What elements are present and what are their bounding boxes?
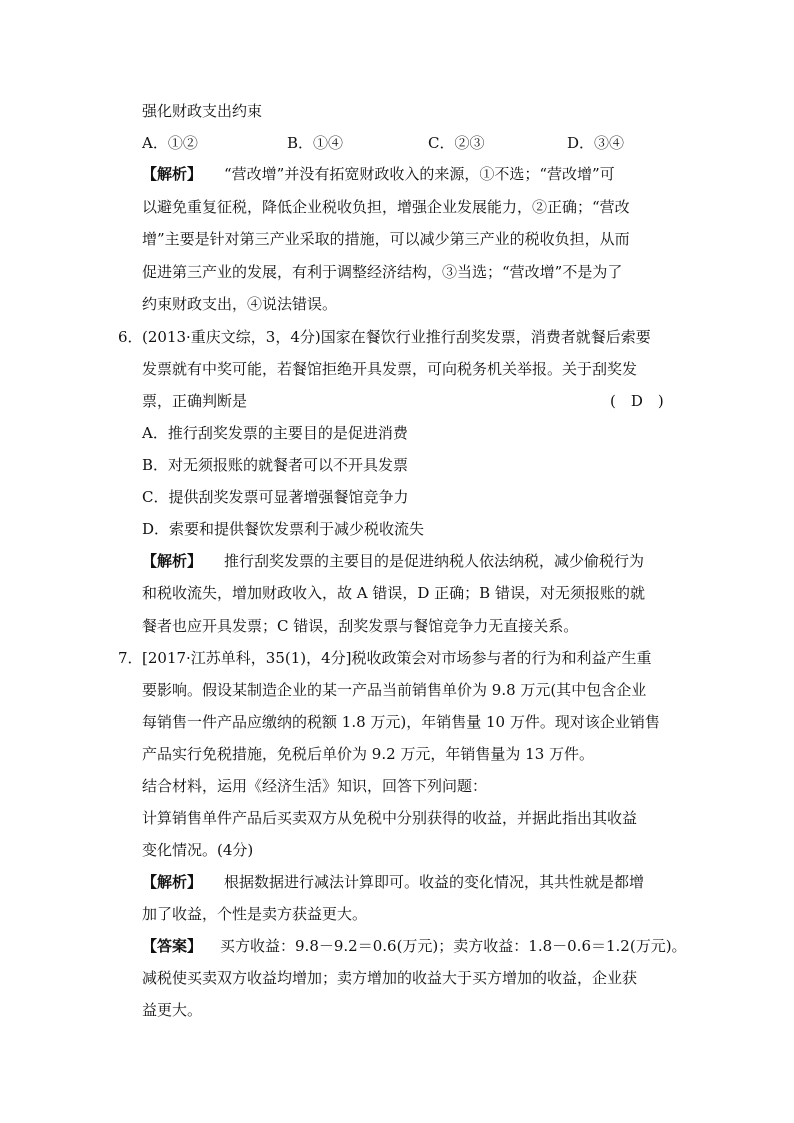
q5-analysis-line-4: 促进第三产业的发展，有利于调整经济结构，③当选；“营改增”不是为了: [142, 263, 623, 281]
analysis-tag: 【解析】: [142, 552, 203, 570]
q5-continuation: 强化财政支出约束: [142, 102, 263, 120]
q5-option-a: A．①②: [142, 134, 198, 152]
q6-analysis-line-1: [142, 550, 644, 572]
q6-option-b: B．对无须报账的就餐者可以不开具发票: [142, 456, 409, 474]
q5-analysis-line-5: 约束财政支出，④说法错误。: [142, 295, 338, 313]
q7-stem-line-5: 结合材料，运用《经济生活》知识，回答下列问题：: [142, 777, 488, 795]
q7-answer-line-3: 益更大。: [142, 1001, 203, 1019]
q6-analysis-line-2: 和税收流失，增加财政收入，故 A 错误，D 正确；B 错误，对无须报账的就: [142, 584, 645, 602]
analysis-tag: 【解析】: [142, 165, 203, 183]
q7-answer-line-1: [142, 935, 687, 957]
answer-text: 买方收益：9.8－9.2＝0.6(万元)；卖方收益：1.8－0.6＝1.2(万元)。: [220, 937, 687, 955]
q7-stem-line-3: 每销售一件产品应缴纳的税额 1.8 万元)，年销售量 10 万件。现对该企业销售: [142, 713, 660, 731]
q5-option-b: B．①④: [287, 134, 344, 152]
q7-stem-line-4: 产品实行免税措施，免税后单价为 9.2 万元，年销售量为 13 万件。: [142, 745, 595, 763]
q5-analysis-line-3: 增”主要是针对第三产业采取的措施，可以减少第三产业的税收负担，从而: [142, 230, 630, 248]
q5-option-d: D．③④: [567, 134, 625, 152]
q6-option-d: D．索要和提供餐饮发票利于减少税收流失: [142, 520, 425, 538]
q7-analysis-line-1: [142, 871, 644, 893]
q6-option-c: C．提供刮奖发票可显著增强餐馆竞争力: [142, 488, 409, 506]
q5-option-c: C．②③: [428, 134, 485, 152]
q7-stem-line-2: 要影响。假设某制造企业的某一产品当前销售单价为 9.8 万元(其中包含企业: [142, 681, 647, 699]
q6-stem-line-3: 票，正确判断是: [142, 392, 248, 410]
q7-analysis-line-2: 加了收益，个性是卖方获益更大。: [142, 905, 368, 923]
q6-number: 6．: [118, 328, 143, 346]
analysis-tag: 【解析】: [142, 873, 203, 891]
q5-analysis-line-2: 以避免重复征税，降低企业税收负担，增强企业发展能力，②正确；“营改: [142, 198, 630, 216]
q6-stem-line-1: (2013·重庆文综，3，4分)国家在餐饮行业推行刮奖发票，消费者就餐后索要: [142, 328, 651, 346]
q7-stem-line-7: 变化情况。(4分): [142, 841, 254, 859]
q6-analysis-line-3: 餐者也应开具发票；C 错误，刮奖发票与餐馆竞争力无直接关系。: [142, 617, 579, 635]
q5-analysis-line-1: [142, 163, 615, 185]
analysis-text: 推行刮奖发票的主要目的是促进纳税人依法纳税，减少偷税行为: [224, 552, 645, 570]
analysis-text: “营改增”并没有拓宽财政收入的来源，①不选；“营改增”可: [224, 165, 615, 183]
q7-number: 7．: [118, 649, 143, 667]
analysis-text: 根据数据进行减法计算即可。收益的变化情况，其共性就是都增: [224, 873, 645, 891]
q7-answer-line-2: 减税使买卖双方收益均增加；卖方增加的收益大于买方增加的收益，企业获: [142, 969, 638, 987]
q7-stem-line-6: 计算销售单件产品后买卖双方从免税中分别获得的收益，并据此指出其收益: [142, 809, 638, 827]
q6-option-a: A．推行刮奖发票的主要目的是促进消费: [142, 424, 408, 442]
q6-answer: ( D ): [610, 392, 664, 410]
answer-tag: 【答案】: [142, 937, 203, 955]
q6-stem-line-2: 发票就有中奖可能，若餐馆拒绝开具发票，可向税务机关举报。关于刮奖发: [142, 360, 638, 378]
q7-stem-line-1: [2017·江苏单科，35(1)，4分]税收政策会对市场参与者的行为和利益产生重: [142, 649, 652, 667]
